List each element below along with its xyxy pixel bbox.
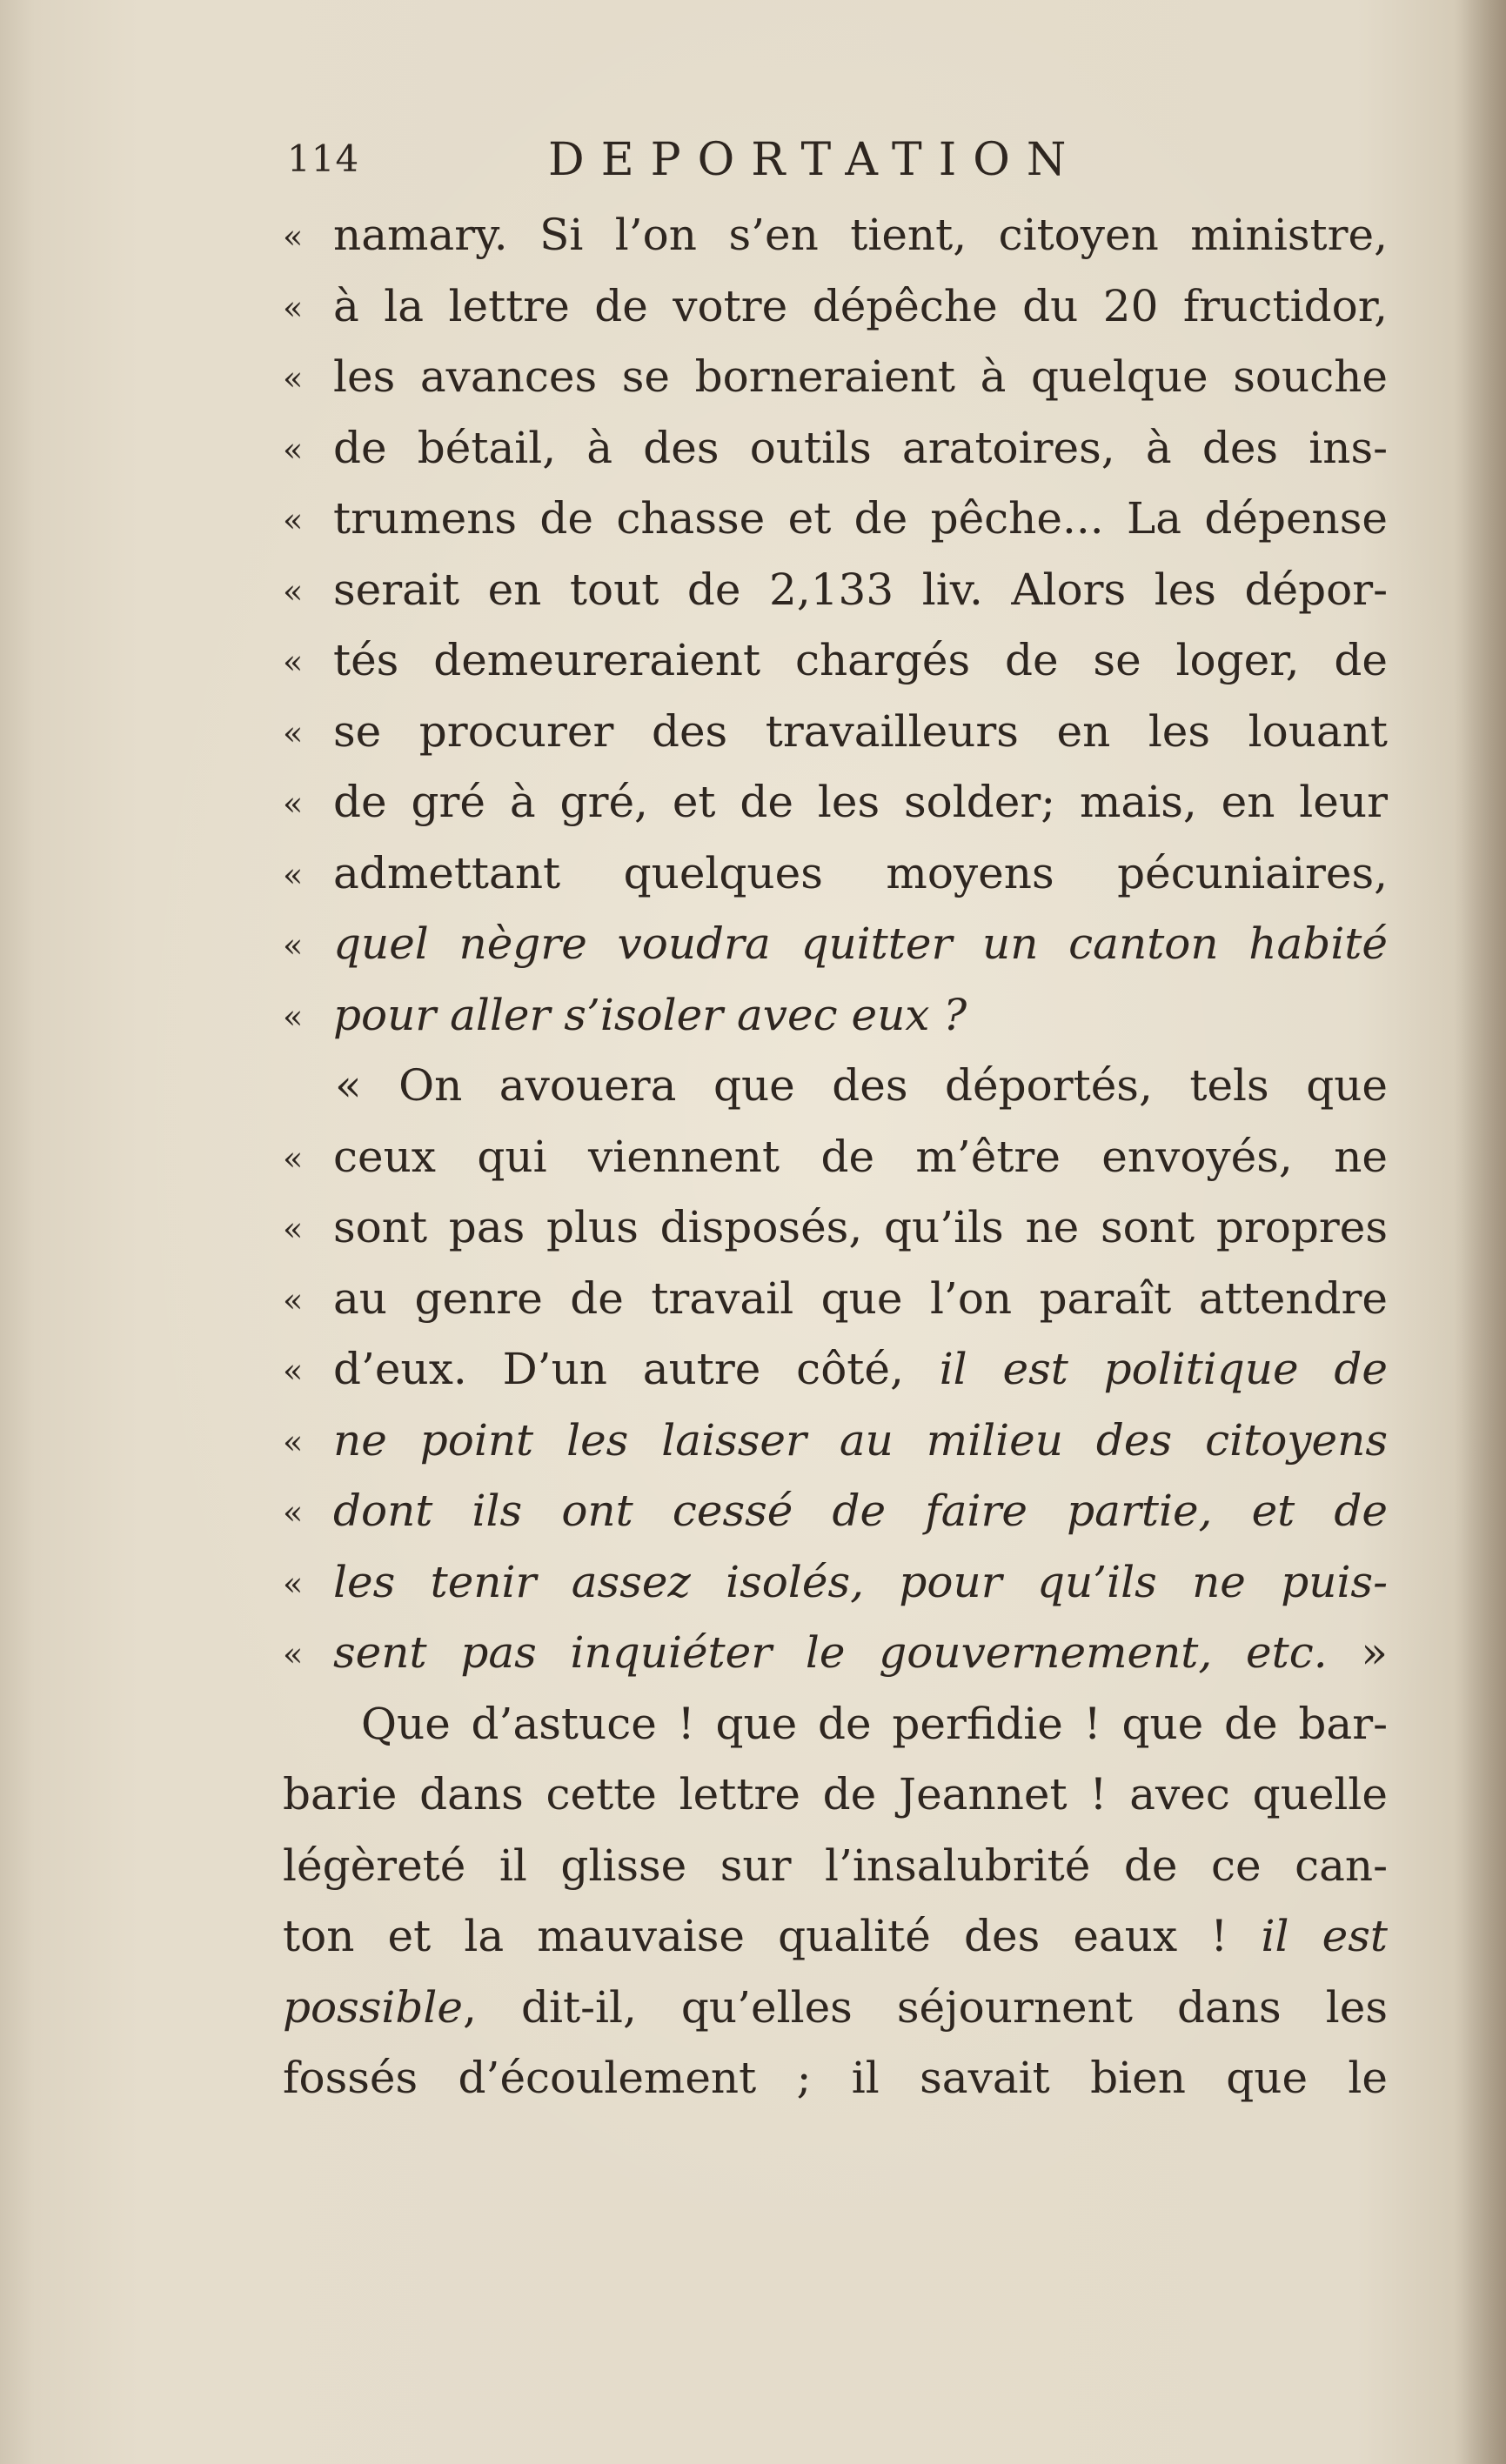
text-segment: légèreté il glisse sur l’insalubrité de ce can- (283, 1840, 1388, 1891)
quote-mark: « (283, 1352, 304, 1390)
italic-text: possible (283, 1981, 464, 2033)
body-text (283, 200, 1388, 2114)
italic-text: les tenir assez isolés, pour qu’ils ne puis- (333, 1556, 1388, 1607)
text-line (283, 271, 1388, 343)
text-line (283, 1192, 1388, 1264)
text-segment: Que d’astuce ! que de perfidie ! que de bar- (361, 1698, 1388, 1749)
text-segment: ton et la mauvaise qualité des eaux ! (283, 1911, 1262, 1961)
text-line (283, 1901, 1388, 1973)
text-segment: ceux qui viennent de m’être envoyés, ne (333, 1131, 1388, 1182)
text-segment: « On avouera que des déportés, tels que (335, 1060, 1388, 1111)
italic-text: dont ils ont cessé de faire partie, et de (333, 1486, 1388, 1536)
text-line (283, 767, 1388, 838)
text-line (283, 697, 1388, 768)
text-segment: au genre de travail que l’on paraît attendre (333, 1272, 1388, 1324)
text-segment: de gré à gré, et de les solder; mais, en leur (333, 777, 1388, 827)
quote-mark: « (283, 288, 304, 327)
text-line (283, 1476, 1388, 1547)
page-number: 114 (287, 137, 360, 180)
text-line (283, 909, 1388, 980)
quote-mark: « (283, 217, 304, 256)
quote-mark: « (283, 1210, 304, 1248)
text-line (283, 1831, 1388, 1902)
text-line (283, 555, 1388, 626)
text-segment: namary. Si l’on s’en tient, citoyen ministre, (333, 210, 1388, 260)
text-line (283, 1406, 1388, 1477)
text-segment: tés demeureraient chargés de se loger, de (333, 635, 1388, 685)
text-segment: sont pas plus disposés, qu’ils ne sont propres (333, 1202, 1388, 1252)
text-segment: fossés d’écoulement ; il savait bien que le (283, 2053, 1388, 2103)
text-line (283, 1547, 1388, 1619)
quote-mark: « (283, 926, 304, 965)
quote-mark: « (283, 1635, 304, 1673)
quote-mark: « (283, 501, 304, 539)
text-line (283, 1334, 1388, 1406)
italic-text: ne point les laisser au milieu des citoyens (333, 1414, 1388, 1466)
text-segment: barie dans cette lettre de Jeannet ! avec quelle (283, 1769, 1388, 1820)
quote-mark: « (283, 643, 304, 681)
text-line (283, 1051, 1388, 1122)
text-line (283, 342, 1388, 413)
text-segment: » (1327, 1627, 1389, 1678)
quote-mark: « (283, 855, 304, 894)
italic-text: sent pas inquiéter le gouvernement, etc. (333, 1627, 1328, 1678)
text-segment: trumens de chasse et de pêche... La dépense (333, 493, 1388, 544)
italic-text: il est politique de (939, 1344, 1389, 1394)
text-line (283, 1264, 1388, 1335)
text-line (283, 980, 1388, 1052)
text-line (283, 1122, 1388, 1193)
text-line (283, 2043, 1388, 2114)
text-line (283, 1618, 1388, 1689)
quote-mark: « (283, 997, 304, 1036)
text-segment: admettant quelques moyens pécuniaires, (333, 847, 1388, 898)
page-gutter-shadow (1454, 0, 1506, 2464)
text-segment: à la lettre de votre dépêche du 20 fructidor, (333, 280, 1388, 331)
text-line (283, 838, 1388, 910)
quote-mark: « (283, 571, 304, 611)
text-segment: d’eux. D’un autre côté, (333, 1344, 940, 1394)
text-line (283, 1973, 1388, 2044)
text-segment: serait en tout de 2,133 liv. Alors les dépor- (333, 564, 1388, 615)
text-line (283, 200, 1388, 271)
quote-mark: « (283, 785, 304, 823)
quote-mark: « (283, 1564, 304, 1603)
text-segment: de bétail, à des outils aratoires, à des ins- (333, 422, 1388, 473)
italic-text: il est (1261, 1911, 1388, 1961)
italic-text: quel nègre voudra quitter un canton habité (333, 918, 1388, 969)
text-line (283, 413, 1388, 484)
quote-mark: « (283, 1493, 304, 1532)
quote-mark: « (283, 1280, 304, 1319)
text-segment: les avances se borneraient à quelque souche (333, 351, 1388, 402)
text-line (283, 1760, 1388, 1831)
quote-mark: « (283, 1422, 304, 1461)
italic-text: pour aller s’isoler avec eux ? (333, 989, 967, 1040)
quote-mark: « (283, 359, 304, 397)
quote-mark: « (283, 430, 304, 469)
quote-mark: « (283, 713, 304, 752)
quote-mark: « (283, 1139, 304, 1178)
text-segment: , dit-il, qu’elles séjournent dans les (463, 1981, 1388, 2033)
text-line (283, 1689, 1388, 1760)
text-line (283, 625, 1388, 697)
text-line (283, 484, 1388, 555)
page-header (287, 130, 1366, 191)
running-head: DEPORTATION (548, 134, 1083, 186)
text-segment: se procurer des travailleurs en les louant (333, 705, 1388, 757)
